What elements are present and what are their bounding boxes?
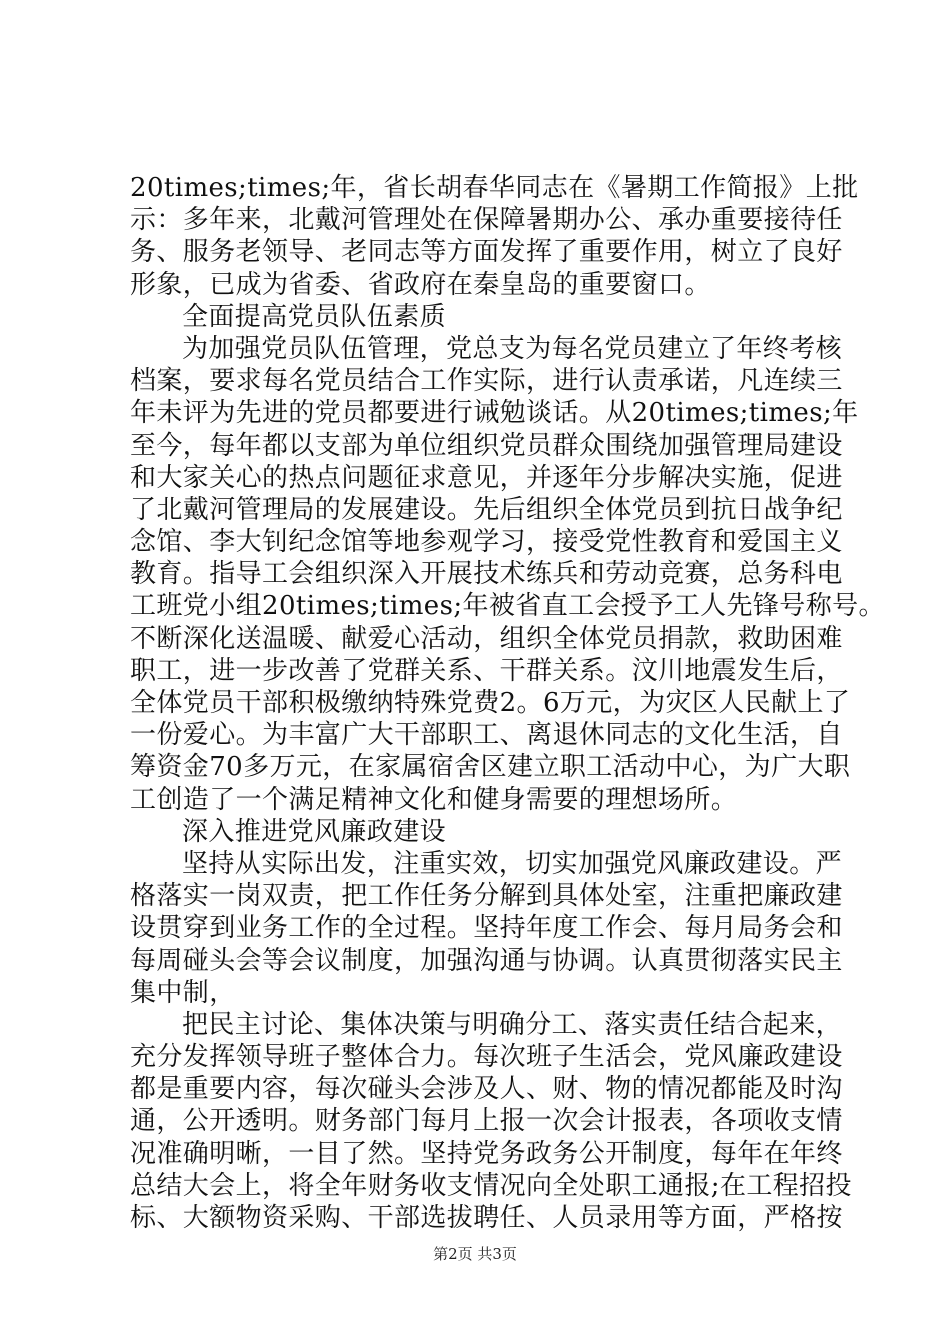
text-line: 充分发挥领导班子整体合力。每次班子生活会，党风廉政建设	[130, 1042, 843, 1073]
text-line: 通，公开透明。财务部门每月上报一次会计报表，各项收支情	[130, 1106, 843, 1137]
text-line: 念馆、李大钊纪念馆等地参观学习，接受党性教育和爱国主义	[130, 527, 843, 558]
text-line: 一份爱心。为丰富广大干部职工、离退休同志的文化生活，自	[130, 720, 843, 751]
text-line: 坚持从实际出发，注重实效，切实加强党风廉政建设。严	[182, 848, 843, 879]
text-line: 至今，每年都以支部为单位组织党员群众围绕加强管理局建设	[130, 430, 843, 461]
text-line: 示：多年来，北戴河管理处在保障暑期办公、承办重要接待任	[130, 205, 843, 236]
text-line: 全面提高党员队伍素质	[182, 301, 447, 332]
text-line: 况准确明晰，一目了然。坚持党务政务公开制度，每年在年终	[130, 1138, 843, 1169]
text-line: 20times;times;年，省长胡春华同志在《暑期工作简报》上批	[130, 173, 859, 203]
text-line: 形象，已成为省委、省政府在秦皇岛的重要窗口。	[130, 269, 711, 300]
text-line: 务、服务老领导、老同志等方面发挥了重要作用，树立了良好	[130, 237, 843, 268]
text-line: 档案，要求每名党员结合工作实际，进行认责承诺，凡连续三	[130, 366, 843, 397]
text-line: 为加强党员队伍管理，党总支为每名党员建立了年终考核	[182, 333, 843, 364]
text-line: 工创造了一个满足精神文化和健身需要的理想场所。	[130, 784, 738, 815]
text-line: 格落实一岗双责，把工作任务分解到具体处室，注重把廉政建	[130, 881, 843, 912]
text-line: 筹资金70多万元，在家属宿舍区建立职工活动中心，为广大职	[130, 752, 851, 783]
text-line: 职工，进一步改善了党群关系、干群关系。汶川地震发生后，	[130, 655, 843, 686]
text-line: 了北戴河管理局的发展建设。先后组织全体党员到抗日战争纪	[130, 494, 843, 525]
text-line: 和大家关心的热点问题征求意见，并逐年分步解决实施，促进	[130, 462, 843, 493]
text-line: 集中制，	[130, 977, 236, 1008]
text-line: 不断深化送温暖、献爱心活动，组织全体党员捐款，救助困难	[130, 623, 843, 654]
text-line: 深入推进党风廉政建设	[182, 816, 447, 847]
text-line: 工班党小组20times;times;年被省直工会授予工人先锋号称号。	[130, 591, 885, 622]
text-line: 每周碰头会等会议制度，加强沟通与协调。认真贯彻落实民主	[130, 945, 843, 976]
text-line: 总结大会上，将全年财务收支情况向全处职工通报;在工程招投	[130, 1170, 852, 1201]
text-line: 设贯穿到业务工作的全过程。坚持年度工作会、每月局务会和	[130, 913, 843, 944]
text-line: 都是重要内容，每次碰头会涉及人、财、物的情况都能及时沟	[130, 1074, 843, 1105]
text-line: 标、大额物资采购、干部选拔聘任、人员录用等方面，严格按	[130, 1203, 843, 1233]
text-line: 把民主讨论、集体决策与明确分工、落实责任结合起来，	[182, 1009, 843, 1040]
text-line: 教育。指导工会组织深入开展技术练兵和劳动竞赛，总务科电	[130, 559, 843, 590]
text-line: 年未评为先进的党员都要进行诫勉谈话。从20times;times;年	[130, 398, 859, 429]
page-number-footer: 第2页 共3页	[433, 1245, 517, 1263]
document-body	[130, 172, 885, 1234]
text-line: 全体党员干部积极缴纳特殊党费2。6万元，为灾区人民献上了	[130, 688, 851, 718]
